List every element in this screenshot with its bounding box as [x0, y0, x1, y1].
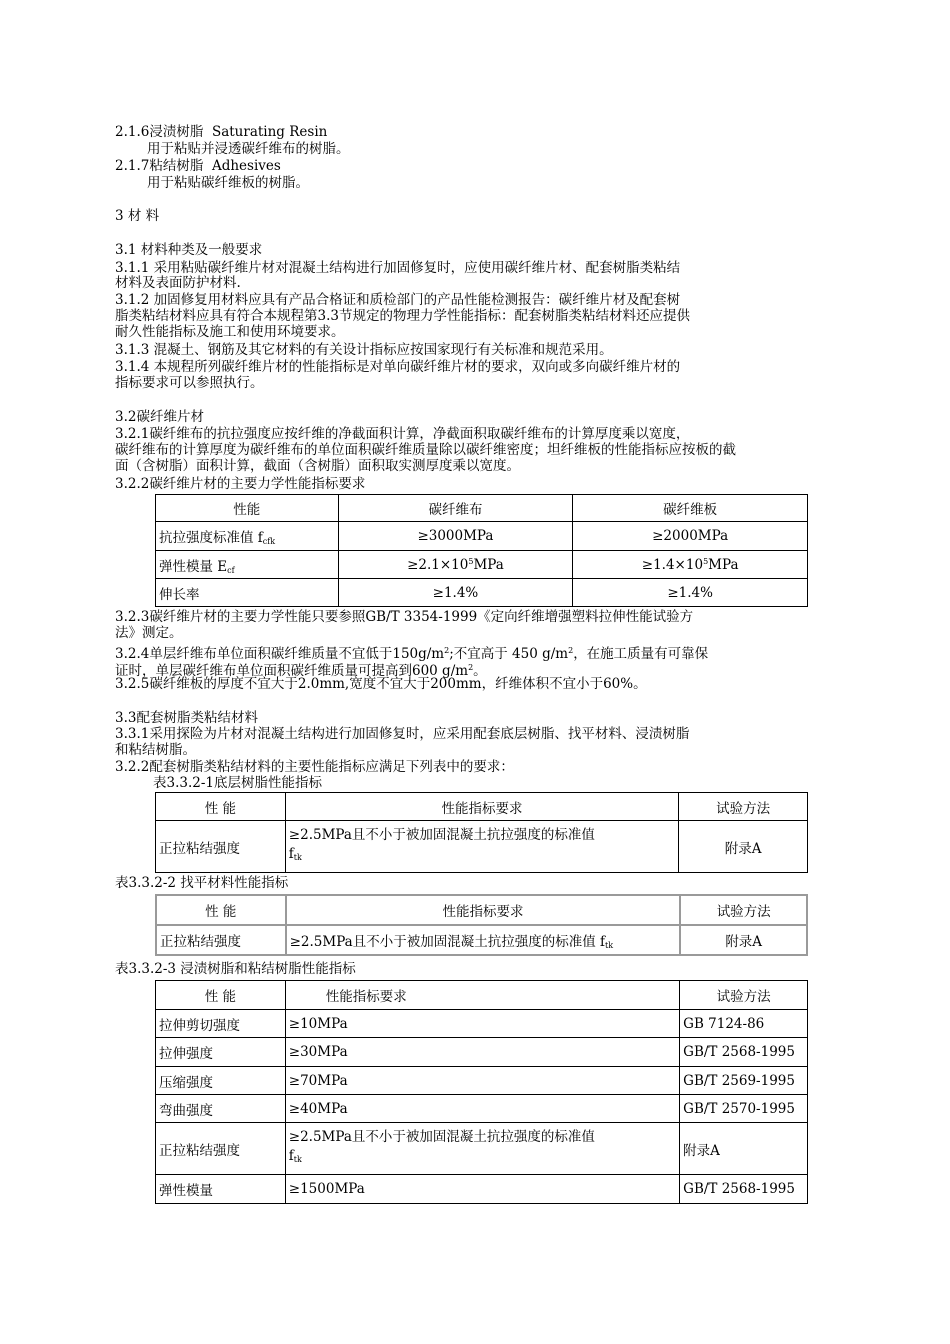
clause-3-1-2-cont2: 耐久性能指标及施工和使用环境要求。 [115, 324, 345, 340]
table-row [156, 1067, 808, 1095]
clause-3-2-4-cont: 证时，单层碳纤维布单位面积碳纤维质量可提高到600 $g/m^2$。 [115, 663, 487, 679]
table-cell: ≥1.4% [338, 579, 573, 607]
table-header-row [156, 793, 808, 821]
table-cell: ≥2.5MPa且不小于被加固混凝土抗拉强度的标准值 $f_{tk}$ [285, 1123, 679, 1175]
table-row [156, 1038, 808, 1067]
table-cell: GB/T 2570-1995 [680, 1095, 808, 1123]
table-row [156, 551, 808, 579]
header-cell: 性 能 [156, 981, 286, 1010]
clause-2-1-7-def: 用于粘贴碳纤维板的树脂。 [147, 175, 309, 191]
section-3-2-title: 3.2碳纤维片材 [115, 409, 204, 425]
clause-3-1-3: 3.1.3 混凝土、钢筋及其它材料的有关设计指标应按国家现行有关标准和规范采用。 [115, 342, 613, 358]
table-3-3-2-2-caption: 表3.3.2-2 找平材料性能指标 [115, 875, 289, 891]
table-row [156, 579, 808, 607]
row-label: 伸长率 [156, 579, 339, 607]
row-label: 正拉粘结强度 [156, 821, 286, 873]
table-row [156, 522, 808, 551]
clause-2-1-7: 2.1.7粘结树脂 Adhesives [115, 158, 281, 174]
clause-2-1-6-def: 用于粘贴并浸透碳纤维布的树脂。 [147, 141, 350, 157]
row-label: 弹性模量 $E_{cf}$ [156, 551, 339, 579]
header-cell: 性能指标要求 [285, 793, 678, 821]
row-label: 抗拉强度标准值 $f_{cfk}$ [156, 522, 339, 551]
clause-3-2-3: 3.2.3碳纤维片材的主要力学性能只要参照GB/T 3354-1999《定向纤维增强塑料拉伸性能试验方 [115, 609, 694, 625]
table-cell: 附录A [680, 1123, 808, 1175]
table-cell: ≥10MPa [285, 1010, 679, 1038]
table-row [156, 821, 808, 873]
table-row [156, 1175, 808, 1204]
clause-3-1-4: 3.1.4 本规程所列碳纤维片材的性能指标是对单向碳纤维片材的要求，双向或多向碳纤维片材的 [115, 359, 681, 375]
row-label: 拉伸强度 [156, 1038, 286, 1067]
leveling-material-table [155, 894, 808, 956]
table-row [156, 925, 807, 955]
table-cell: ≥3000MPa [338, 522, 573, 551]
header-cell: 试验方法 [680, 895, 807, 925]
chapter-3-title: 3 材 料 [115, 208, 160, 224]
header-cell: 性能 [156, 495, 339, 522]
table-cell: ≥2.5MPa且不小于被加固混凝土抗拉强度的标准值 $f_{tk}$ [285, 821, 678, 873]
header-cell: 试验方法 [680, 981, 808, 1010]
table-3-3-2-3-caption: 表3.3.2-3 浸渍树脂和粘结树脂性能指标 [115, 961, 356, 977]
impregnating-resin-table [155, 980, 808, 1204]
header-cell: 性 能 [156, 793, 286, 821]
table-cell: ≥1500MPa [285, 1175, 679, 1204]
header-cell: 碳纤维板 [573, 495, 808, 522]
clause-3-2-1-cont: 碳纤维布的计算厚度为碳纤维布的单位面积碳纤维质量除以碳纤维密度；坦纤维板的性能指标应按板的截 [115, 442, 736, 458]
table-cell: GB 7124-86 [680, 1010, 808, 1038]
table-cell: ≥30MPa [285, 1038, 679, 1067]
table-cell: GB/T 2569-1995 [680, 1067, 808, 1095]
table-cell: ≥40MPa [285, 1095, 679, 1123]
table-row [156, 1123, 808, 1175]
clause-3-2-5: 3.2.5碳纤维板的厚度不宜大于2.0mm,宽度不宜大于200mm，纤维体积不宜小于60%。 [115, 676, 647, 692]
table-cell: GB/T 2568-1995 [680, 1175, 808, 1204]
clause-3-2-4: 3.2.4单层纤维布单位面积碳纤维质量不宜低于$150g/m^2$;不宜高于 450 $g/m^2$，在施工质量有可靠保 [115, 646, 709, 662]
table-cell: ≥70MPa [285, 1067, 679, 1095]
row-label: 拉伸剪切强度 [156, 1010, 286, 1038]
clause-3-2-2-resin: 3.2.2配套树脂类粘结材料的主要性能指标应满足下列表中的要求： [115, 759, 514, 775]
table-header-row [156, 895, 807, 925]
clause-3-1-1-cont: 材料及表面防护材料. [115, 275, 241, 291]
section-3-3-title: 3.3配套树脂类粘结材料 [115, 710, 258, 726]
header-cell: 性 能 [156, 895, 286, 925]
table-cell: ≥2.5MPa且不小于被加固混凝土抗拉强度的标准值 $f_{tk}$ [286, 925, 681, 955]
header-cell: 试验方法 [679, 793, 808, 821]
table-3-3-2-1-caption: 表3.3.2-1底层树脂性能指标 [153, 775, 323, 791]
table-header-row [156, 981, 808, 1010]
clause-3-1-4-cont: 指标要求可以参照执行。 [115, 375, 264, 391]
row-label: 压缩强度 [156, 1067, 286, 1095]
primer-resin-table [155, 792, 808, 873]
clause-3-1-1: 3.1.1 采用粘贴碳纤维片材对混凝土结构进行加固修复时，应使用碳纤维片材、配套树脂类粘结 [115, 260, 681, 276]
row-label: 弹性模量 [156, 1175, 286, 1204]
header-cell: 碳纤维布 [338, 495, 573, 522]
table-cell: $\ge 2.1\times 10^5MPa$ [338, 551, 573, 579]
table-cell: 附录A [679, 821, 808, 873]
clause-3-2-1: 3.2.1碳纤维布的抗拉强度应按纤维的净截面积计算，净截面积取碳纤维布的计算厚度乘以宽度， [115, 426, 690, 442]
table-row [156, 1010, 808, 1038]
clause-3-3-1: 3.3.1采用探险为片材对混凝土结构进行加固修复时，应采用配套底层树脂、找平材料、浸渍树脂 [115, 726, 690, 742]
clause-3-2-2: 3.2.2碳纤维片材的主要力学性能指标要求 [115, 476, 366, 492]
header-cell: 性能指标要求 [286, 895, 681, 925]
row-label: 正拉粘结强度 [156, 925, 286, 955]
table-cell: ≥2000MPa [573, 522, 808, 551]
clause-3-2-3-cont: 法》测定。 [115, 625, 183, 641]
clause-3-3-1-cont: 和粘结树脂。 [115, 742, 196, 758]
table-cell: ≥1.4% [573, 579, 808, 607]
table-cell: $\ge 1.4\times 10^5MPa$ [573, 551, 808, 579]
table-row [156, 1095, 808, 1123]
clause-2-1-6: 2.1.6浸渍树脂 Saturating Resin [115, 124, 328, 140]
table-cell: 附录A [680, 925, 807, 955]
table-header-row [156, 495, 808, 522]
clause-3-2-1-cont2: 面（含树脂）面积计算，截面（含树脂）面积取实测厚度乘以宽度。 [115, 458, 520, 474]
section-3-1-title: 3.1 材料种类及一般要求 [115, 242, 263, 258]
table-cell: GB/T 2568-1995 [680, 1038, 808, 1067]
row-label: 正拉粘结强度 [156, 1123, 286, 1175]
header-cell: 性能指标要求 [285, 981, 679, 1010]
clause-3-1-2: 3.1.2 加固修复用材料应具有产品合格证和质检部门的产品性能检测报告：碳纤维片材及配套树 [115, 292, 681, 308]
row-label: 弯曲强度 [156, 1095, 286, 1123]
clause-3-1-2-cont: 脂类粘结材料应具有符合本规程第3.3节规定的物理力学性能指标：配套树脂类粘结材料还应提供 [115, 308, 690, 324]
carbon-fiber-property-table [155, 494, 808, 607]
